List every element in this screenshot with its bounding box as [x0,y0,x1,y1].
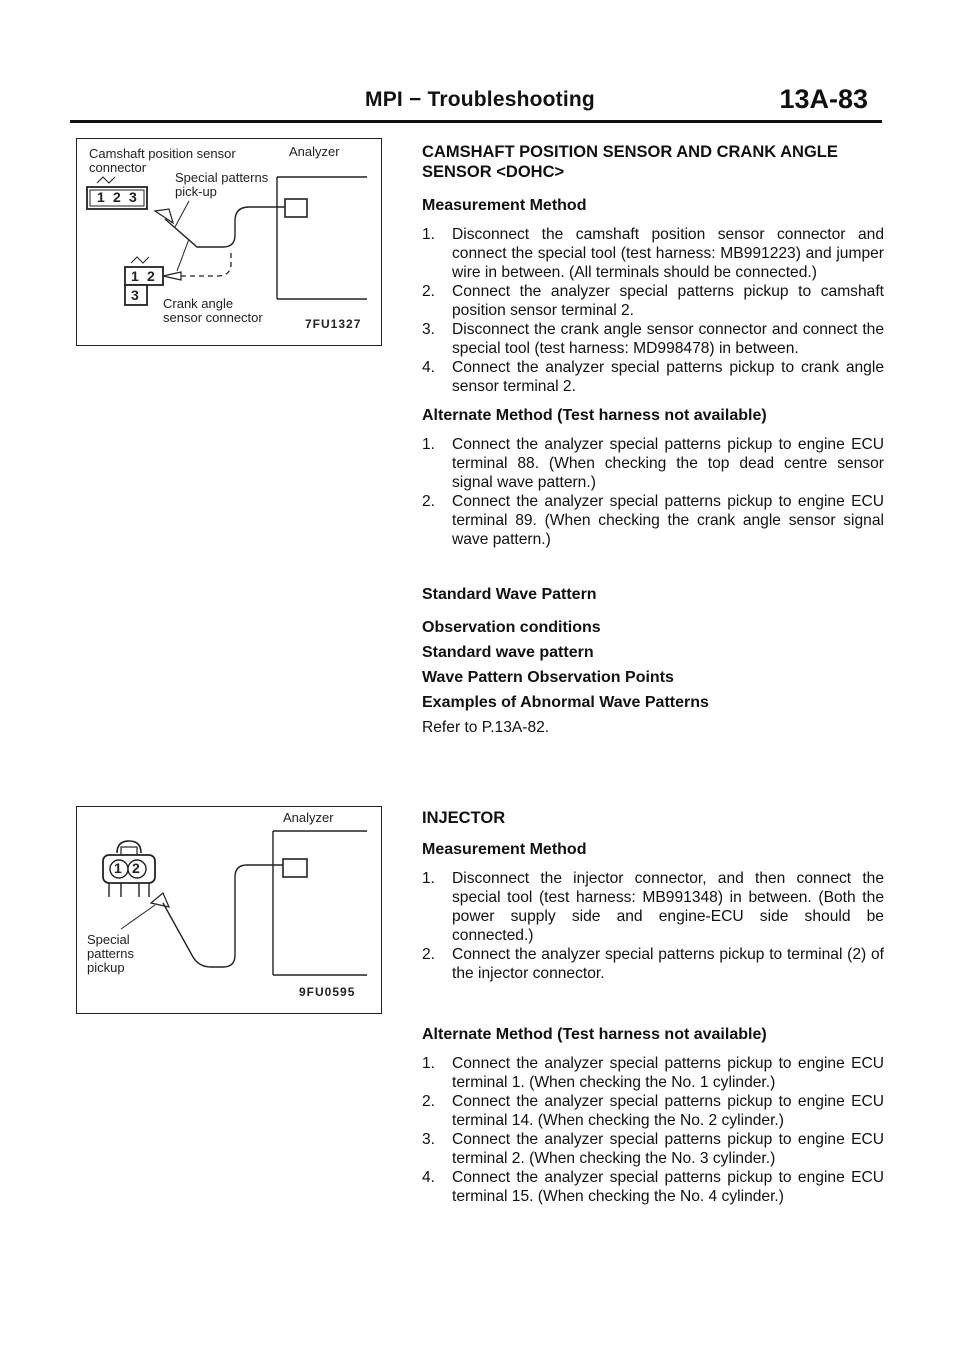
std-wave2-heading: Standard wave pattern [422,644,594,661]
label-crank-connector: sensor connector [163,310,263,325]
label-crank-angle: Crank angle [163,296,234,311]
label-patterns: patterns [87,946,134,961]
list-item: 4. Connect the analyzer special patterns pickup to engine ECU terminal 15. (When checking the No. 4 cylinder.) [422,1169,884,1205]
label-pickup: pickup [87,960,125,975]
list-item: 2. Connect the analyzer special patterns pickup to terminal (2) of the injector connector. [422,946,884,982]
section-title: INJECTOR [422,809,506,827]
crank-pin-3: 3 [131,287,139,303]
measure-list [422,225,884,396]
list-item: 1. Connect the analyzer special patterns pickup to engine ECU terminal 88. (When checking the top dead centre sensor signal wave pattern.) [422,436,884,491]
alt-list [422,1054,884,1206]
label-analyzer: Analyzer [283,810,334,825]
alt-list [422,435,884,549]
section-camshaft-crank [422,142,884,737]
crank-pin-1: 1 [131,268,139,284]
list-item: 2. Connect the analyzer special patterns pickup to engine ECU terminal 89. (When checking the crank angle sensor signal wave pattern.) [422,493,884,548]
measure-heading: Measurement Method [422,841,587,858]
label-special: Special [87,932,130,947]
list-item: 3. Connect the analyzer special patterns pickup to engine ECU terminal 2. (When checking the No. 3 cylinder.) [422,1131,884,1167]
section-title-line1: CAMSHAFT POSITION SENSOR AND CRANK ANGLE [422,143,838,161]
alt-heading: Alternate Method (Test harness not available) [422,1026,767,1043]
measure-list [422,869,884,983]
label-analyzer: Analyzer [289,144,340,159]
obs-cond-heading: Observation conditions [422,619,601,636]
measure-heading: Measurement Method [422,197,587,214]
obs-points-heading: Wave Pattern Observation Points [422,669,674,686]
crank-pin-2: 2 [147,268,155,284]
list-item: 2. Connect the analyzer special patterns pickup to camshaft position sensor terminal 2. [422,283,884,319]
page-number: 13A-83 [779,84,868,114]
abnormal-heading: Examples of Abnormal Wave Patterns [422,694,709,711]
pin-2: 2 [132,860,140,876]
std-wave-heading: Standard Wave Pattern [422,586,597,603]
section-title-line2: SENSOR <DOHC> [422,163,565,181]
section-injector [422,808,884,1206]
label-camshaft-sensor: Camshaft position sensor [89,146,236,161]
label-connector: connector [89,160,147,175]
list-item: 1. Disconnect the camshaft position sensor connector and connect the special tool (test harness: MB991223) and jumper wire in between. (All terminals should be connected.) [422,226,884,281]
figure-code: 7FU1327 [305,317,362,331]
pin-1: 1 [114,860,122,876]
figure-injector-drawing [77,807,381,1013]
refer-text: Refer to P.13A-82. [422,719,550,736]
list-item: 1. Connect the analyzer special patterns pickup to engine ECU terminal 1. (When checking the No. 1 cylinder.) [422,1055,884,1091]
alt-heading: Alternate Method (Test harness not available) [422,407,767,424]
figure-camshaft-crank-connection [76,138,382,346]
label-pickup: pick-up [175,184,217,199]
list-item: 3. Disconnect the crank angle sensor connector and connect the special tool (test harness: MD998478) in between. [422,321,884,357]
pin-3: 3 [129,189,137,205]
list-item: 2. Connect the analyzer special patterns pickup to engine ECU terminal 14. (When checking the No. 2 cylinder.) [422,1093,884,1129]
list-item: 1. Disconnect the injector connector, and then connect the special tool (test harness: MB991348) in between. (Both the power supply side and engine-ECU side should be connected.) [422,870,884,944]
page-title: MPI − Troubleshooting [365,88,595,111]
figure-code: 9FU0595 [299,985,356,999]
pin-1: 1 [97,189,105,205]
label-special-patterns: Special patterns [175,170,269,185]
list-item: 4. Connect the analyzer special patterns pickup to crank angle sensor terminal 2. [422,359,884,395]
pin-2: 2 [113,189,121,205]
header-rule [70,120,882,123]
figure-injector-connection [76,806,382,1014]
